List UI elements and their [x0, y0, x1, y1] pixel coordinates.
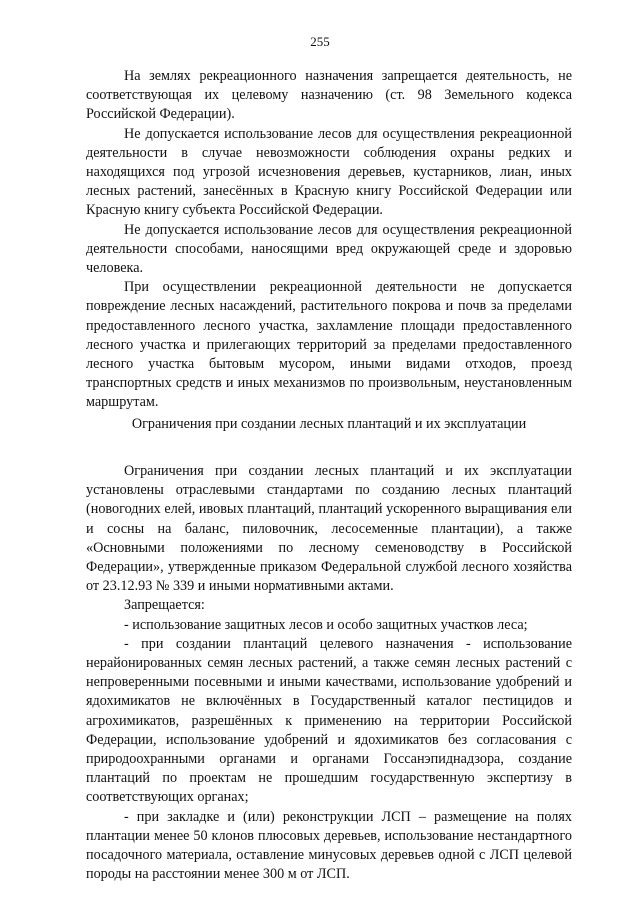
plantation-restrictions-section [86, 462, 572, 884]
paragraph: Не допускается использование лесов для осуществления рекреационной деятельности в случае невозможности соблюдения охраны редких и находящихся под угрозой исчезновения деревьев, кустарников, лиан, иных лесных растений, занесённых в Красную книгу Российской Федерации или Красную книгу субъекта Российской Федерации. [86, 125, 572, 219]
list-item: - при создании плантаций целевого назначения - использование нерайонированных семян лесных растений, а также семян лесных растений с непроверенными посевными и иными качествами, использование удобрений и ядохимикатов не включённых в Государственный каталог пестицидов и агрохимикатов, разрешённых к применению на территории Российской Федерации, использование удобрений и ядохимикатов без согласования с природоохранными органами и органами Госсанэпиднадзора, создание плантаций по проектам не прошедшим государственную экспертизу в соответствующих органах; [86, 635, 572, 806]
paragraph: Не допускается использование лесов для осуществления рекреационной деятельности способами, наносящими вред окружающей среде и здоровью человека. [86, 221, 572, 277]
paragraph: При осуществлении рекреационной деятельности не допускается повреждение лесных насаждений, растительного покрова и почв за пределами предоставленного лесного участка, захламление площади предоставленного лесного участка и прилегающих территорий за пределами предоставленного лесного участка бытовым мусором, иными видами отходов, проезд транспортных средств и иных механизмов по произвольным, неустановленным маршрутам. [86, 279, 572, 411]
page-number: 255 [310, 34, 330, 49]
paragraph: Ограничения при создании лесных плантаций и их эксплуатации установлены отраслевыми стандартами по созданию лесных плантаций (новогодних елей, ивовых плантаций, плантаций ускоренного выращивания ели и сосны на баланс, пиловочник, лесосеменные плантации), а также «Основными положениями по лесному семеноводству в Российской Федерации», утвержденные приказом Федеральной службой лесного хозяйства от 23.12.93 № 339 и иными нормативными актами. [86, 463, 572, 595]
paragraph: На землях рекреационного назначения запрещается деятельность, не соответствующая их целевому назначению (ст. 98 Земельного кодекса Российской Федерации). [86, 68, 572, 123]
recreation-restrictions-section [86, 67, 572, 413]
paragraph: Запрещается: [124, 597, 205, 614]
list-item: - использование защитных лесов и особо защитных участков леса; [124, 616, 528, 633]
section-heading: Ограничения при создании лесных плантаций и их эксплуатации [131, 416, 527, 432]
list-item: - при закладке и (или) реконструкции ЛСП – размещение на полях плантации менее 50 клонов плюсовых деревьев, использование нестандартного посадочного материала, оставление минусовых деревьев одной с ЛСП целевой породы на расстоянии менее 300 м от ЛСП. [86, 808, 572, 883]
